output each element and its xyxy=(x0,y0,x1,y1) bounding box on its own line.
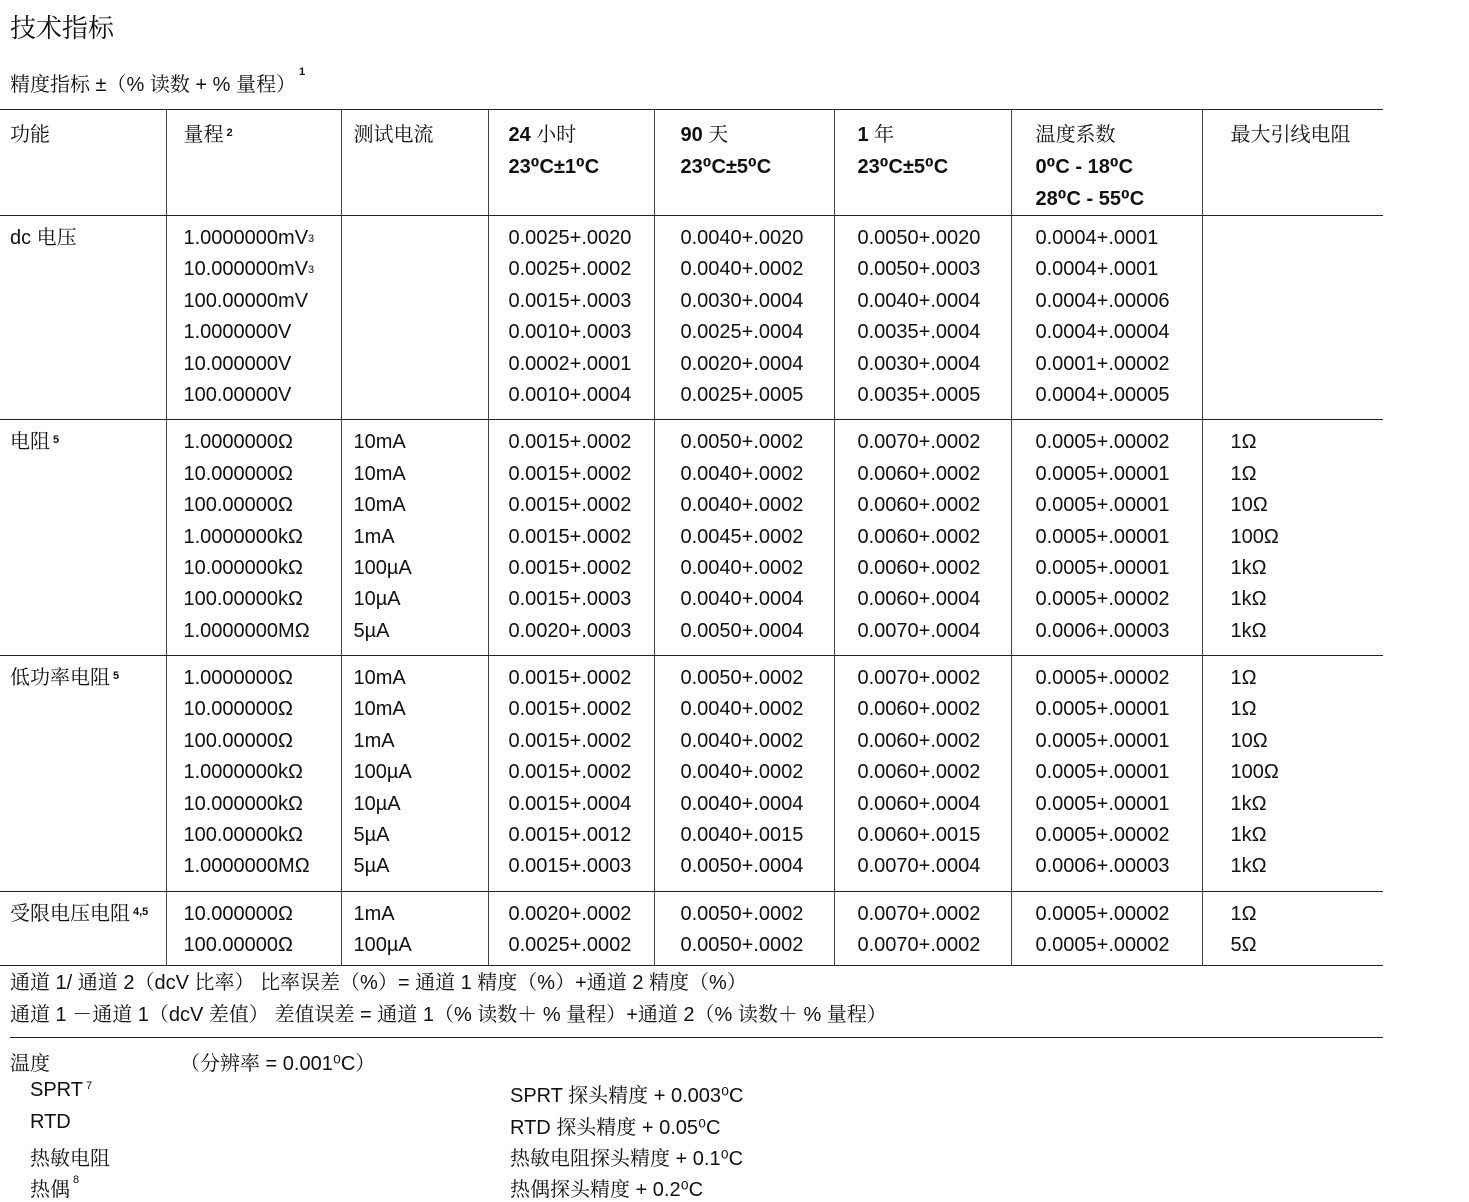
test-current-cell xyxy=(341,216,488,420)
function-label: 受限电压电阻 xyxy=(10,902,130,925)
accuracy-1y-value: 0.0060+.0002 xyxy=(857,525,981,548)
accuracy-24h-value: 0.0025+.0002 xyxy=(508,258,632,281)
accuracy-24h-value: 0.0015+.0002 xyxy=(508,462,632,485)
accuracy-90d-value: 0.0050+.0002 xyxy=(680,902,804,925)
header-90-days: 90 天 23⁰C±5⁰C xyxy=(654,110,834,216)
accuracy-90d-value: 0.0045+.0002 xyxy=(680,525,804,548)
accuracy-90d-cell xyxy=(654,656,834,892)
temp-coefficient-value: 0.0004+.00006 xyxy=(1035,289,1170,312)
range-value: 1.0000000Ω xyxy=(183,667,293,690)
temp-coefficient-value: 0.0006+.00003 xyxy=(1035,855,1170,878)
accuracy-24h-value: 0.0015+.0003 xyxy=(508,855,632,878)
lead-resistance-value: 1kΩ xyxy=(1230,792,1267,815)
range-value: 100.00000Ω xyxy=(183,729,293,752)
lead-resistance-value: 5Ω xyxy=(1230,934,1257,957)
accuracy-1y-value: 0.0060+.0002 xyxy=(857,556,981,579)
accuracy-90d-value: 0.0040+.0002 xyxy=(680,462,804,485)
function-cell xyxy=(0,891,166,965)
divider xyxy=(10,1037,1383,1038)
accuracy-1y-value: 0.0050+.0003 xyxy=(857,258,981,281)
lead-resistance-value: 1Ω xyxy=(1230,462,1257,485)
footnote-marker: 3 xyxy=(308,233,315,245)
spec-section-row xyxy=(0,216,1383,420)
test-current-value: 5µA xyxy=(353,855,390,878)
function-cell xyxy=(0,216,166,420)
header-90d-condition: 23⁰C±5⁰C xyxy=(680,156,772,178)
accuracy-1y-value: 0.0060+.0002 xyxy=(857,761,981,784)
accuracy-24h-value: 0.0025+.0020 xyxy=(508,227,632,249)
footnote-marker: 7 xyxy=(85,1080,93,1092)
accuracy-24h-value: 0.0015+.0002 xyxy=(508,667,632,690)
lead-resistance-value: 10Ω xyxy=(1230,729,1268,752)
accuracy-1y-value: 0.0060+.0004 xyxy=(857,792,981,815)
accuracy-1y-value: 0.0070+.0002 xyxy=(857,902,981,925)
range-value: 10.000000V xyxy=(183,352,292,375)
temp-coefficient-value: 0.0004+.0001 xyxy=(1035,227,1159,249)
accuracy-90d-value: 0.0040+.0020 xyxy=(680,227,804,249)
accuracy-24h-value: 0.0015+.0004 xyxy=(508,792,632,815)
accuracy-24h-cell xyxy=(488,216,654,420)
accuracy-1y-cell xyxy=(834,420,1011,656)
accuracy-24h-value: 0.0020+.0002 xyxy=(508,902,632,925)
function-label: 电阻 xyxy=(10,431,50,454)
lead-resistance-value: 1kΩ xyxy=(1230,855,1267,878)
accuracy-24h-value: 0.0015+.0002 xyxy=(508,556,632,579)
footnote-marker: 4,5 xyxy=(133,905,149,918)
accuracy-90d-cell xyxy=(654,420,834,656)
test-current-cell xyxy=(341,656,488,892)
accuracy-90d-value: 0.0040+.0002 xyxy=(680,761,804,784)
temperature-sensor-name xyxy=(30,1173,79,1202)
header-range: 量程 $^2$ xyxy=(166,110,341,216)
spec-section-row xyxy=(0,656,1383,892)
header-temp-coefficient: 温度系数 0⁰C - 18⁰C 28⁰C - 55⁰C xyxy=(1011,110,1202,216)
accuracy-24h-value: 0.0020+.0003 xyxy=(508,619,632,642)
sensor-name-text: RTD xyxy=(30,1111,71,1133)
range-value: 1.0000000kΩ xyxy=(183,761,303,784)
accuracy-24h-value: 0.0025+.0002 xyxy=(508,934,632,957)
accuracy-90d-value: 0.0040+.0004 xyxy=(680,792,804,815)
accuracy-1y-value: 0.0035+.0005 xyxy=(857,383,981,406)
header-24h-condition: 23⁰C±1⁰C xyxy=(508,156,600,178)
range-value: 100.00000kΩ xyxy=(183,824,303,847)
accuracy-1y-value: 0.0070+.0002 xyxy=(857,667,981,690)
test-current-value: 1mA xyxy=(353,525,395,548)
test-current-value: 10mA xyxy=(353,431,406,454)
range-value: 1.0000000mV xyxy=(183,227,309,249)
accuracy-1y-cell xyxy=(834,891,1011,965)
footnote-marker: 3 xyxy=(308,264,315,277)
temp-coefficient-value: 0.0004+.0001 xyxy=(1035,258,1159,281)
temp-coefficient-value: 0.0006+.00003 xyxy=(1035,619,1170,642)
temp-coefficient-value: 0.0005+.00001 xyxy=(1035,792,1170,815)
range-value: 100.00000kΩ xyxy=(183,588,303,611)
accuracy-90d-value: 0.0040+.0002 xyxy=(680,258,804,281)
temperature-sensor-name xyxy=(30,1142,113,1171)
accuracy-1y-value: 0.0050+.0020 xyxy=(857,227,981,249)
footnote-marker: 1 xyxy=(299,66,306,78)
temp-coefficient-value: 0.0005+.00001 xyxy=(1035,525,1170,548)
sensor-name-text: SPRT xyxy=(30,1079,83,1101)
sensor-name-text: 热敏电阻 xyxy=(30,1148,110,1170)
range-value: 100.00000mV xyxy=(183,289,309,312)
temp-coefficient-value: 0.0005+.00001 xyxy=(1035,494,1170,517)
lead-resistance-value: 10Ω xyxy=(1230,494,1268,517)
test-current-value: 10mA xyxy=(353,462,406,485)
temp-coefficient-value: 0.0005+.00001 xyxy=(1035,761,1170,784)
test-current-value: 5µA xyxy=(353,824,390,847)
accuracy-90d-value: 0.0050+.0002 xyxy=(680,431,804,454)
lead-resistance-cell xyxy=(1202,216,1383,420)
temp-coefficient-value: 0.0005+.00001 xyxy=(1035,462,1170,485)
accuracy-1y-cell xyxy=(834,656,1011,892)
range-value: 1.0000000V xyxy=(183,321,292,344)
accuracy-1y-value: 0.0070+.0002 xyxy=(857,934,981,957)
temperature-accuracy: 热敏电阻探头精度 + 0.1⁰C xyxy=(510,1148,744,1170)
temp-coefficient-cell xyxy=(1011,656,1202,892)
function-cell xyxy=(0,656,166,892)
accuracy-subtitle xyxy=(10,68,305,97)
lead-resistance-value: 1kΩ xyxy=(1230,824,1267,847)
test-current-value: 100µA xyxy=(353,934,412,957)
temp-coefficient-value: 0.0005+.00002 xyxy=(1035,902,1170,925)
test-current-value: 5µA xyxy=(353,619,390,642)
header-1y-condition: 23⁰C±5⁰C xyxy=(857,156,949,178)
header-24-hours: 24 小时 23⁰C±1⁰C xyxy=(488,110,654,216)
temp-coefficient-value: 0.0005+.00002 xyxy=(1035,934,1170,957)
range-value: 10.000000Ω xyxy=(183,698,293,721)
range-value: 10.000000Ω xyxy=(183,902,293,925)
temp-coefficient-value: 0.0005+.00001 xyxy=(1035,556,1170,579)
temp-coefficient-value: 0.0005+.00001 xyxy=(1035,698,1170,721)
footnote-marker: 5 xyxy=(53,434,60,447)
accuracy-24h-value: 0.0015+.0003 xyxy=(508,289,632,312)
lead-resistance-value: 1Ω xyxy=(1230,431,1257,454)
accuracy-1y-value: 0.0070+.0002 xyxy=(857,431,981,454)
temp-coefficient-cell xyxy=(1011,891,1202,965)
accuracy-24h-value: 0.0015+.0002 xyxy=(508,431,632,454)
accuracy-90d-value: 0.0040+.0002 xyxy=(680,729,804,752)
temperature-accuracy: SPRT 探头精度 + 0.003⁰C xyxy=(510,1085,744,1107)
accuracy-24h-value: 0.0002+.0001 xyxy=(508,352,632,375)
page-title: 技术指标 xyxy=(10,13,115,43)
lead-resistance-cell xyxy=(1202,656,1383,892)
lead-resistance-value: 1Ω xyxy=(1230,698,1257,721)
accuracy-90d-cell xyxy=(654,891,834,965)
temperature-accuracy: 热偶探头精度 + 0.2⁰C xyxy=(510,1179,704,1201)
accuracy-1y-value: 0.0070+.0004 xyxy=(857,619,981,642)
temperature-label: 温度 xyxy=(10,1053,50,1075)
accuracy-1y-value: 0.0060+.0004 xyxy=(857,588,981,611)
temp-coefficient-cell xyxy=(1011,216,1202,420)
accuracy-24h-cell xyxy=(488,656,654,892)
accuracy-1y-value: 0.0060+.0002 xyxy=(857,729,981,752)
range-value: 100.00000Ω xyxy=(183,934,293,957)
accuracy-90d-value: 0.0040+.0002 xyxy=(680,494,804,517)
accuracy-24h-value: 0.0015+.0003 xyxy=(508,588,632,611)
accuracy-1y-value: 0.0035+.0004 xyxy=(857,321,981,344)
test-current-value: 100µA xyxy=(353,761,412,784)
temperature-sensor-name xyxy=(30,1079,92,1102)
lead-resistance-value: 100Ω xyxy=(1230,761,1279,784)
accuracy-1y-cell xyxy=(834,216,1011,420)
range-cell xyxy=(166,420,341,656)
accuracy-90d-value: 0.0025+.0005 xyxy=(680,383,804,406)
header-max-lead-resistance: 最大引线电阻 xyxy=(1202,110,1383,216)
spec-section-row xyxy=(0,891,1383,965)
subtitle-text: 精度指标 ±（% 读数 + % 量程） xyxy=(10,74,297,96)
accuracy-1y-value: 0.0040+.0004 xyxy=(857,289,981,312)
lead-resistance-value: 1kΩ xyxy=(1230,619,1267,642)
temperature-sensor-name xyxy=(30,1111,74,1134)
test-current-cell xyxy=(341,891,488,965)
accuracy-90d-value: 0.0020+.0004 xyxy=(680,352,804,375)
spec-table xyxy=(0,109,1383,966)
accuracy-24h-value: 0.0010+.0004 xyxy=(508,383,632,406)
accuracy-1y-value: 0.0060+.0002 xyxy=(857,494,981,517)
function-label: 低功率电阻 xyxy=(10,667,110,690)
accuracy-1y-value: 0.0030+.0004 xyxy=(857,352,981,375)
lead-resistance-cell xyxy=(1202,420,1383,656)
range-value: 10.000000mV xyxy=(183,258,309,281)
accuracy-90d-value: 0.0050+.0002 xyxy=(680,934,804,957)
accuracy-90d-value: 0.0040+.0002 xyxy=(680,698,804,721)
temperature-accuracy: RTD 探头精度 + 0.05⁰C xyxy=(510,1117,721,1139)
footnote-marker: 8 xyxy=(73,1174,80,1186)
accuracy-24h-cell xyxy=(488,420,654,656)
range-value: 100.00000Ω xyxy=(183,494,293,517)
ratio-note: 通道 1/ 通道 2（dcV 比率） 比率误差（%）= 通道 1 精度（%）+通道 2 精度（%） xyxy=(10,972,747,994)
accuracy-90d-value: 0.0050+.0002 xyxy=(680,667,804,690)
range-value: 10.000000kΩ xyxy=(183,556,303,579)
function-cell xyxy=(0,420,166,656)
header-test-current: 测试电流 xyxy=(341,110,488,216)
test-current-value: 10mA xyxy=(353,494,406,517)
lead-resistance-value: 1Ω xyxy=(1230,667,1257,690)
accuracy-24h-value: 0.0015+.0002 xyxy=(508,761,632,784)
difference-note: 通道 1 －通道 1（dcV 差值） 差值误差 = 通道 1（% 读数＋ % 量程）+通道 2（% 读数＋ % 量程） xyxy=(10,1004,887,1026)
test-current-value: 10µA xyxy=(353,792,401,815)
test-current-value: 10µA xyxy=(353,588,401,611)
test-current-value: 1mA xyxy=(353,729,395,752)
header-function: 功能 xyxy=(0,110,166,216)
test-current-value: 100µA xyxy=(353,556,412,579)
range-cell xyxy=(166,656,341,892)
lead-resistance-cell xyxy=(1202,891,1383,965)
accuracy-90d-value: 0.0030+.0004 xyxy=(680,289,804,312)
test-current-value: 10mA xyxy=(353,698,406,721)
temp-coefficient-value: 0.0005+.00001 xyxy=(1035,729,1170,752)
footnote-marker: 5 xyxy=(113,670,120,683)
accuracy-1y-value: 0.0060+.0002 xyxy=(857,698,981,721)
function-label: dc 电压 xyxy=(10,227,77,249)
accuracy-24h-cell xyxy=(488,891,654,965)
temp-coefficient-value: 0.0005+.00002 xyxy=(1035,431,1170,454)
temperature-resolution: （分辨率 = 0.001⁰C） xyxy=(180,1053,376,1075)
temp-coefficient-value: 0.0005+.00002 xyxy=(1035,667,1170,690)
range-value: 10.000000Ω xyxy=(183,462,293,485)
header-1-year: 1 年 23⁰C±5⁰C xyxy=(834,110,1011,216)
range-value: 1.0000000MΩ xyxy=(183,619,310,642)
range-value: 1.0000000kΩ xyxy=(183,525,303,548)
range-value: 1.0000000MΩ xyxy=(183,855,310,878)
accuracy-1y-value: 0.0060+.0015 xyxy=(857,824,981,847)
accuracy-90d-cell xyxy=(654,216,834,420)
range-value: 100.00000V xyxy=(183,383,292,406)
lead-resistance-value: 100Ω xyxy=(1230,525,1279,548)
range-value: 1.0000000Ω xyxy=(183,431,293,454)
lead-resistance-value: 1kΩ xyxy=(1230,556,1267,579)
temp-coefficient-value: 0.0004+.00004 xyxy=(1035,321,1170,344)
accuracy-24h-value: 0.0015+.0002 xyxy=(508,494,632,517)
test-current-cell xyxy=(341,420,488,656)
accuracy-90d-value: 0.0040+.0004 xyxy=(680,588,804,611)
temp-coefficient-value: 0.0001+.00002 xyxy=(1035,352,1170,375)
range-cell xyxy=(166,891,341,965)
accuracy-24h-value: 0.0015+.0012 xyxy=(508,824,632,847)
header-row xyxy=(0,110,1383,216)
accuracy-1y-value: 0.0070+.0004 xyxy=(857,855,981,878)
sensor-name-text: 热偶 xyxy=(30,1179,70,1201)
accuracy-24h-value: 0.0010+.0003 xyxy=(508,321,632,344)
accuracy-24h-value: 0.0015+.0002 xyxy=(508,729,632,752)
accuracy-90d-value: 0.0040+.0002 xyxy=(680,556,804,579)
temp-coefficient-value: 0.0005+.00002 xyxy=(1035,588,1170,611)
test-current-value: 10mA xyxy=(353,667,406,690)
accuracy-24h-value: 0.0015+.0002 xyxy=(508,525,632,548)
accuracy-1y-value: 0.0060+.0002 xyxy=(857,462,981,485)
lead-resistance-value: 1Ω xyxy=(1230,902,1257,925)
test-current-value: 1mA xyxy=(353,902,395,925)
temp-coefficient-value: 0.0005+.00002 xyxy=(1035,824,1170,847)
accuracy-90d-value: 0.0025+.0004 xyxy=(680,321,804,344)
range-value: 10.000000kΩ xyxy=(183,792,303,815)
range-cell xyxy=(166,216,341,420)
temp-coefficient-value: 0.0004+.00005 xyxy=(1035,383,1170,406)
accuracy-24h-value: 0.0015+.0002 xyxy=(508,698,632,721)
spec-section-row xyxy=(0,420,1383,656)
lead-resistance-value: 1kΩ xyxy=(1230,588,1267,611)
accuracy-90d-value: 0.0050+.0004 xyxy=(680,855,804,878)
accuracy-90d-value: 0.0040+.0015 xyxy=(680,824,804,847)
accuracy-90d-value: 0.0050+.0004 xyxy=(680,619,804,642)
temp-coefficient-cell xyxy=(1011,420,1202,656)
